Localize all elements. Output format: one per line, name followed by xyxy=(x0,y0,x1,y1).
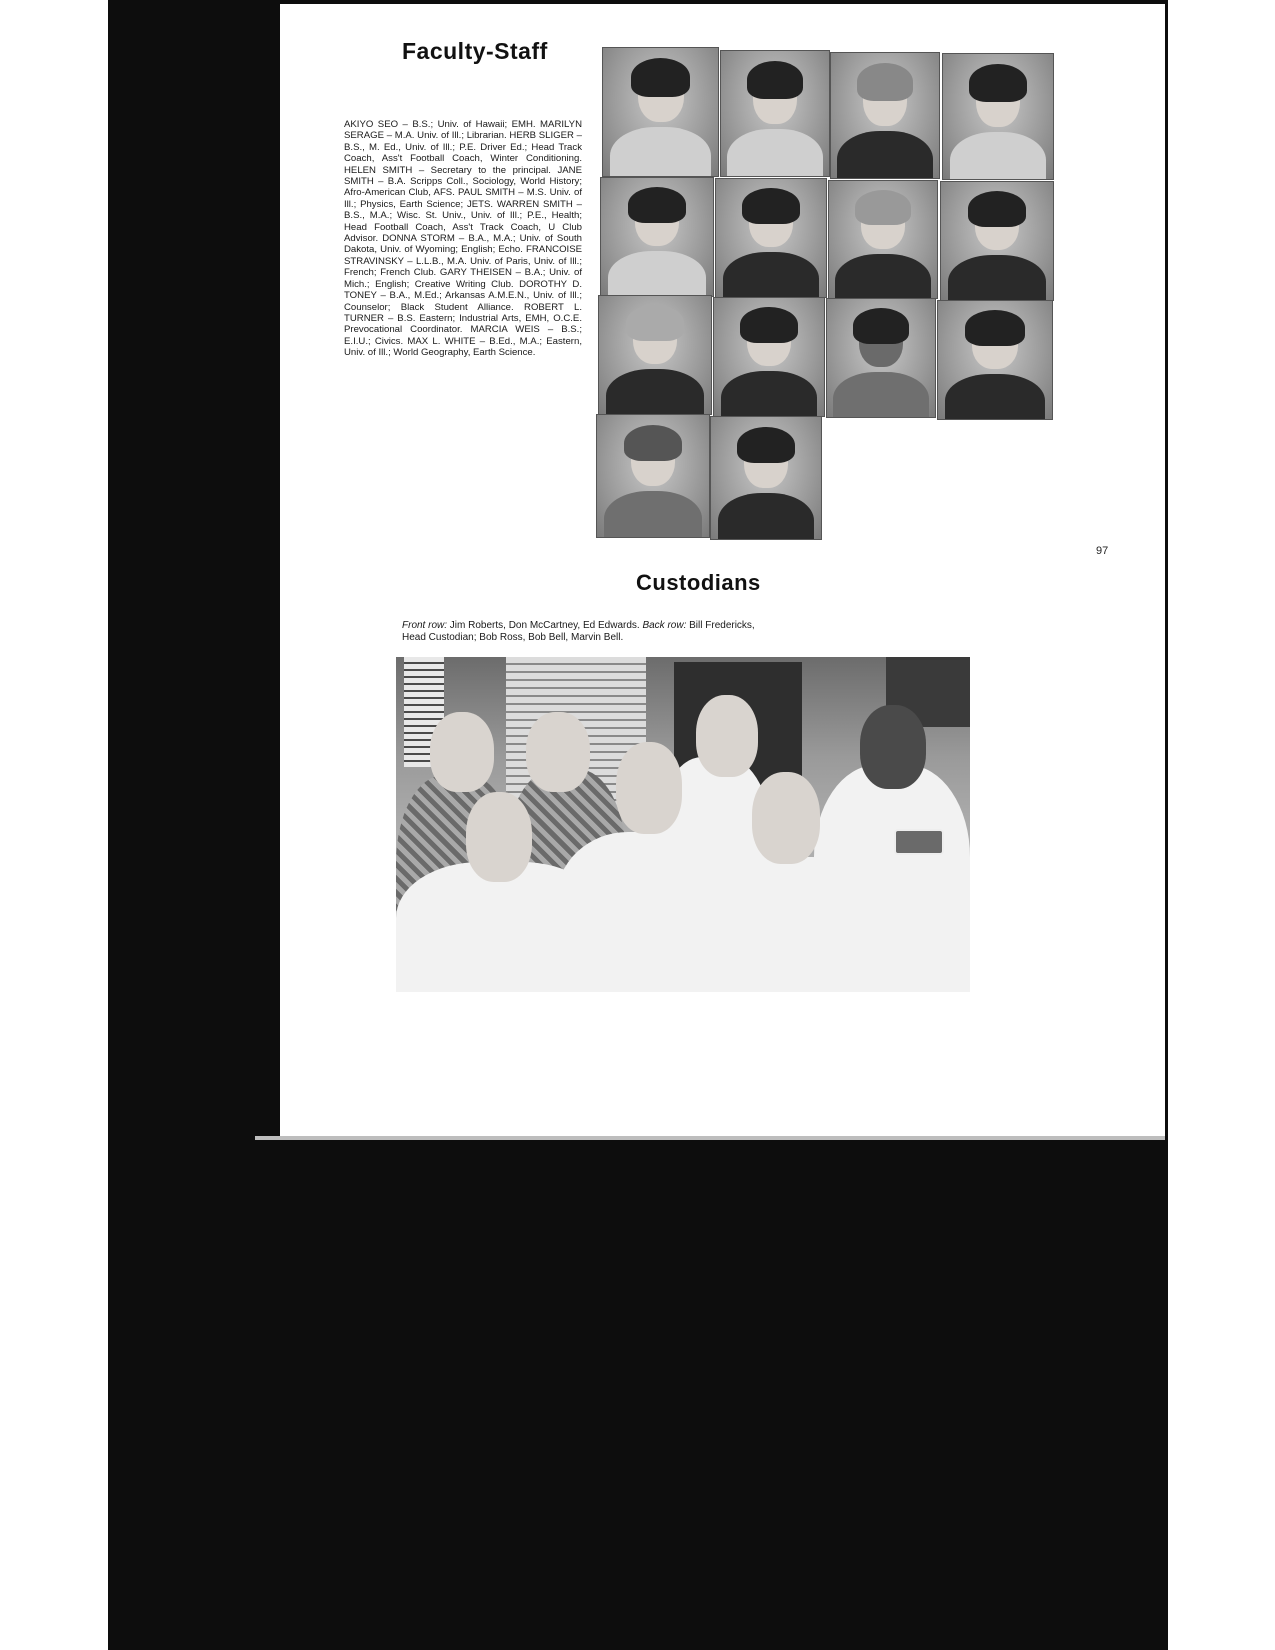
faculty-bios-text: AKIYO SEO – B.S.; Univ. of Hawaii; EMH. MARILYN SERAGE – M.A. Univ. of Ill.; Librarian. HERB SLIGER – B.S., M. Ed., Univ. of Ill.; P.E. Driver Ed.; Head Track Coach, Ass't Football Coach, Winter Conditioning. HELEN SMITH – Secretary to the principal. JANE SMITH – B.A. Scripps Coll., Sociology, World History; Afro-American Club, AFS. PAUL SMITH – M.S. Univ. of Ill.; Physics, Earth Science; JETS. WARREN SMITH – B.S., M.A.; Wisc. St. Univ., Univ. of Ill.; P.E., Health; Head Football Coach, Ass't Track Coach, U Club Advisor. DONNA STORM – B.A., M.A.; Univ. of South Dakota, Univ. of Wyoming; English; Echo. FRANCOISE STRAVINSKY – L.L.B., M.A. Univ. of Paris, Univ. of Ill.; French; French Club. GARY THEISEN – B.A.; Univ. of Mich.; English; Creative Writing Club. DOROTHY D. TONEY – B.A., M.Ed.; Arkansas A.M.E.N., Univ. of Ill.; Counselor; Black Student Alliance. ROBERT L. TURNER – B.S. Eastern; Industrial Arts, EMH, O.C.E. Prevocational Coordinator. MARCIA WEIS – B.S.; E.I.U.; Civics. MAX L. WHITE – B.Ed., M.A.; Eastern, Univ. of Ill.; World Geography, Earth Science. xyxy=(344,119,582,359)
custodians-caption xyxy=(402,620,762,644)
back-row-names: Bill Fredericks, Head Custodian; Bob Ross, Bob Bell, Marvin Bell. xyxy=(402,620,755,643)
page-gutter-shadow xyxy=(108,0,280,1140)
page-bottom-edge xyxy=(255,1136,1165,1140)
name-tag-badge xyxy=(894,829,944,855)
front-row-label: Front row: xyxy=(402,620,448,631)
custodians-title: Custodians xyxy=(636,570,761,595)
portrait-photo xyxy=(720,50,830,177)
faculty-staff-title: Faculty-Staff xyxy=(402,38,548,64)
portrait-photo xyxy=(828,180,938,299)
custodians-group-photo xyxy=(396,657,970,992)
portrait-photo xyxy=(713,297,825,417)
portrait-photo xyxy=(937,300,1053,420)
portrait-photo xyxy=(602,47,719,177)
portrait-photo xyxy=(715,178,827,298)
back-row-label: Back row: xyxy=(642,620,687,631)
portrait-photo xyxy=(600,177,714,297)
front-row-names: Jim Roberts, Don McCartney, Ed Edwards. xyxy=(447,620,643,631)
portrait-photo xyxy=(830,52,940,179)
portrait-photo xyxy=(596,414,710,538)
page-number: 97 xyxy=(1096,545,1109,557)
portrait-photo xyxy=(598,295,712,415)
portrait-photo xyxy=(826,298,936,418)
portrait-photo xyxy=(942,53,1054,180)
portrait-photo xyxy=(940,181,1054,301)
portrait-photo xyxy=(710,416,822,540)
